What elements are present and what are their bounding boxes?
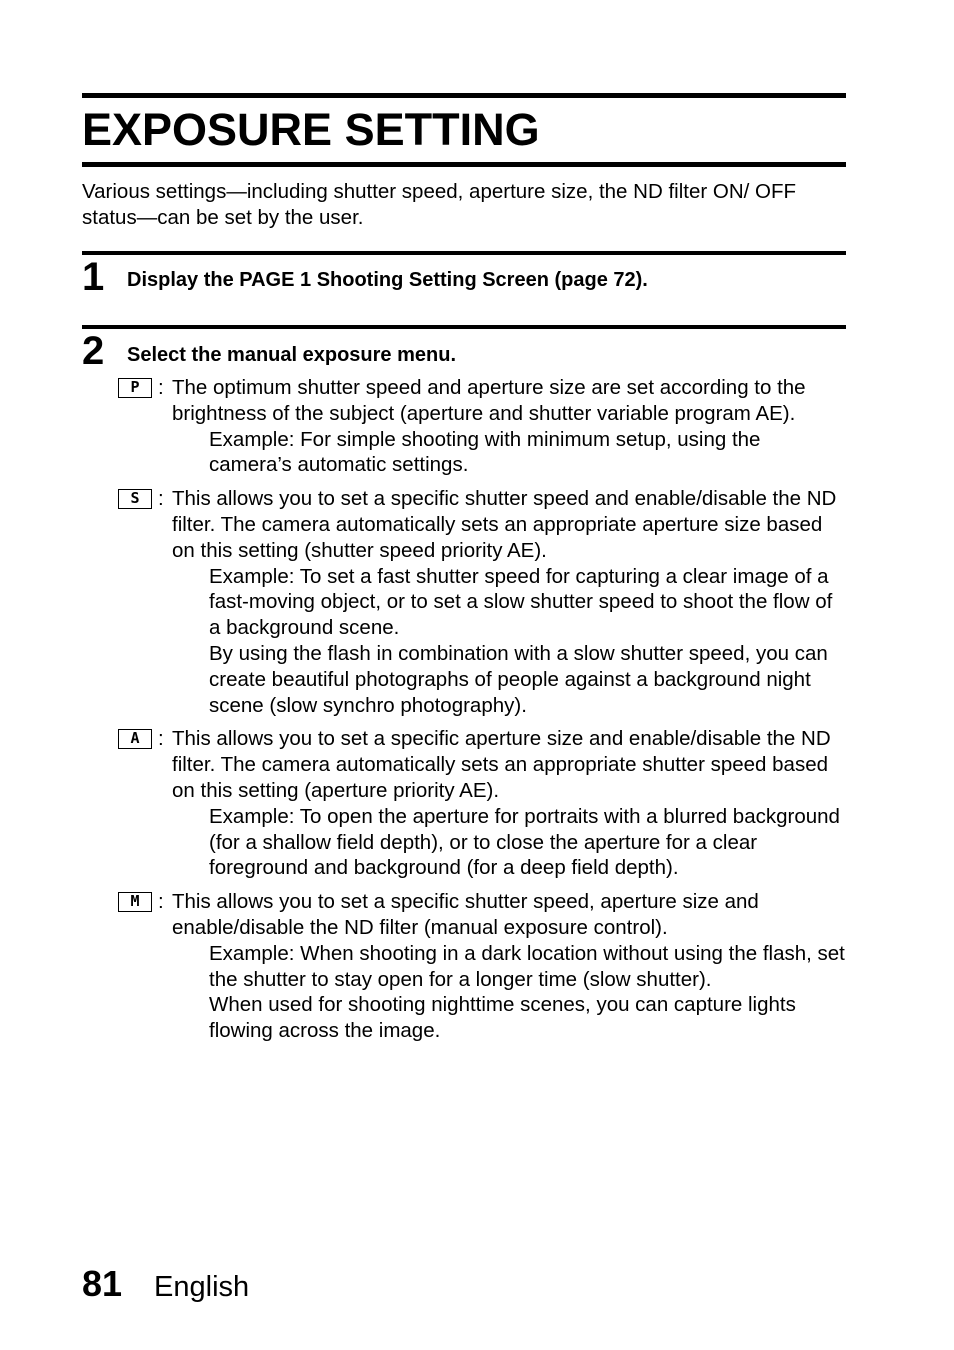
mode-description-a: This allows you to set a specific aperture size and enable/disable the ND filter. The camera automatically sets an appropriate shutter speed based on this setting (aperture priority AE). <box>172 727 831 802</box>
mode-example-m-1: Example: When shooting in a dark location without using the flash, set the shutter to stay open for a longer time (slow shutter). <box>209 941 845 991</box>
mode-list <box>82 375 846 1044</box>
page-content <box>82 93 846 1044</box>
step-1-rule <box>82 251 846 255</box>
mode-key-a: A <box>118 729 152 749</box>
title-bottom-rule <box>82 162 846 167</box>
mode-item-p <box>118 375 846 478</box>
mode-item-a <box>118 726 846 881</box>
mode-key-p: P <box>118 378 152 398</box>
mode-description-p: The optimum shutter speed and aperture size are set according to the brightness of the subject (aperture and shutter variable program AE). <box>172 376 806 425</box>
mode-colon: : <box>158 727 164 751</box>
step-2-text: Select the manual exposure menu. <box>127 344 456 366</box>
mode-colon: : <box>158 487 164 511</box>
mode-example-s-2: By using the flash in combination with a slow shutter speed, you can create beautiful photographs of people against a background night scene (slow synchro photography). <box>209 641 828 717</box>
mode-example-m-2: When used for shooting nighttime scenes, you can capture lights flowing across the image. <box>209 993 796 1043</box>
step-2 <box>82 325 846 375</box>
page-title: EXPOSURE SETTING <box>82 104 540 155</box>
page-number: 81 <box>82 1263 123 1304</box>
step-1 <box>82 251 846 325</box>
mode-example-a-1: Example: To open the aperture for portraits with a blurred background (for a shallow field depth), or to close the aperture for a clear foreground and background (for a deep field depth). <box>209 804 840 880</box>
mode-example-s-1: Example: To set a fast shutter speed for capturing a clear image of a fast-moving object, or to set a slow shutter speed to shoot the flow of a background scene. <box>209 564 833 640</box>
mode-example-p-1: Example: For simple shooting with minimum setup, using the camera’s automatic settings. <box>209 427 761 477</box>
step-1-text: Display the PAGE 1 Shooting Setting Screen (page 72). <box>127 269 648 291</box>
mode-colon: : <box>158 376 164 399</box>
mode-colon: : <box>158 890 164 914</box>
intro-paragraph: Various settings—including shutter speed, aperture size, the ND filter ON/ OFF status—can be set by the user. <box>82 180 797 229</box>
mode-key-m: M <box>118 892 152 912</box>
mode-key-s: S <box>118 489 152 509</box>
mode-item-s <box>118 486 846 718</box>
language-label: English <box>154 1271 250 1303</box>
mode-description-m: This allows you to set a specific shutter speed, aperture size and enable/disable the ND filter (manual exposure control). <box>172 890 759 939</box>
step-2-rule <box>82 325 846 329</box>
mode-description-s: This allows you to set a specific shutter speed and enable/disable the ND filter. The camera automatically sets an appropriate aperture size based on this setting (shutter speed priority AE). <box>172 487 837 562</box>
step-1-number: 1 <box>82 255 105 299</box>
mode-item-m <box>118 889 846 1044</box>
page-footer <box>82 1262 249 1309</box>
step-2-number: 2 <box>82 329 105 373</box>
